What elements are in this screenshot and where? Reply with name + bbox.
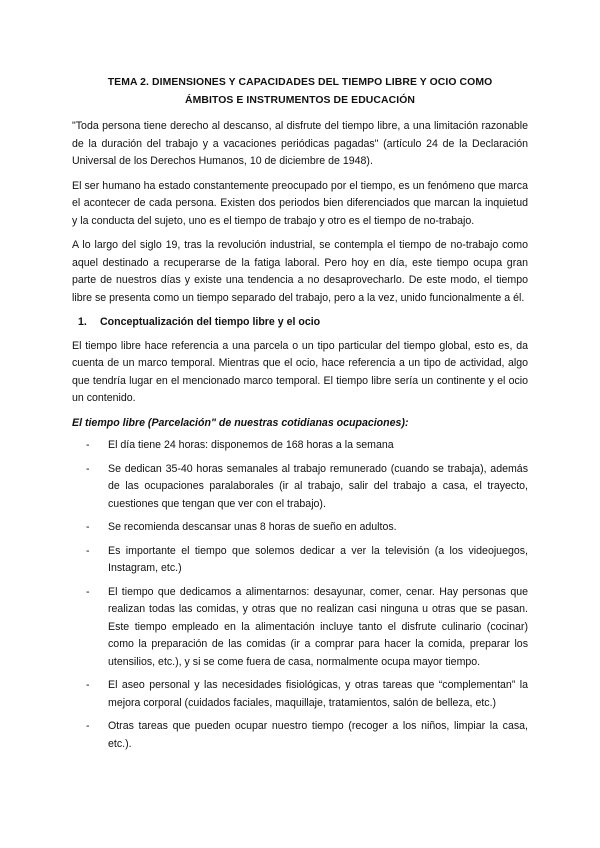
section-paragraph: El tiempo libre hace referencia a una parcela o un tipo particular del tiempo global, esto es, da cuenta de un marco temporal. Mientras que el ocio, hace referencia a un tipo de actividad, algo que tendría lugar en el mencionado marco temporal. El tiempo libre sería un continente y el ocio un contenido. bbox=[72, 339, 528, 404]
bullet-list bbox=[72, 437, 528, 753]
history-paragraph: A lo largo del siglo 19, tras la revolución industrial, se contempla el tiempo de no-trabajo como aquel destinado a recuperarse de la fatiga laboral. Pero hoy en día, este tiempo ocupa gran parte de nuestros días y existe una tendencia a no desaprovecharlo. De este modo, el tiempo libre se presenta como un tiempo separado del trabajo, pero a la vez, unido funcionalmente a él. bbox=[72, 239, 528, 304]
title-line-1: TEMA 2. DIMENSIONES Y CAPACIDADES DEL TIEMPO LIBRE Y OCIO COMO bbox=[107, 77, 493, 88]
bullet-marker: - bbox=[86, 585, 90, 598]
bullet-marker: - bbox=[86, 439, 90, 451]
bullet-marker: - bbox=[86, 679, 90, 691]
title-line-2: ÁMBITOS E INSTRUMENTOS DE EDUCACIÓN bbox=[185, 95, 415, 106]
list-item: - El día tiene 24 horas: disponemos de 168 horas a la semana bbox=[72, 437, 528, 455]
section-heading bbox=[72, 314, 528, 332]
list-item: - El aseo personal y las necesidades fisiológicas, y otras tareas que “complementan” la mejora corporal (cuidados faciales, maquillaje, tratamientos, salón de belleza, etc.) bbox=[72, 677, 528, 712]
document-page bbox=[72, 74, 528, 759]
list-item: - Es importante el tiempo que solemos dedicar a ver la televisión (a los videojuegos, Instagram, etc.) bbox=[72, 543, 528, 578]
section-number: 1. bbox=[78, 316, 87, 328]
subheading: El tiempo libre (Parcelación" de nuestras cotidianas ocupaciones): bbox=[72, 416, 409, 429]
section-title: Conceptualización del tiempo libre y el ocio bbox=[100, 316, 321, 328]
bullet-marker: - bbox=[86, 521, 90, 533]
bullet-marker: - bbox=[86, 720, 90, 732]
list-item: - El tiempo que dedicamos a alimentarnos: desayunar, comer, cenar. Hay personas que realizan todas las comidas, y otras que no realizan casi ninguna u otras que se pasan. Este tiempo empleado en la alimentación incluye tanto el disfrute culinario (cocinar) como la preparación de las comidas (ir a comprar para hacer la comida, preparar los utensilios, etc.), y si se come fuera de casa, normalmente ocupa mayor tiempo. bbox=[72, 584, 528, 672]
document-title bbox=[72, 74, 528, 110]
list-item: - Se dedican 35-40 horas semanales al trabajo remunerado (cuando se trabaja), además de las ocupaciones paralaborales (ir al trabajo, salir del trabajo a casa, el trayecto, cuestiones que tengan que ver con el trabajo). bbox=[72, 461, 528, 514]
list-item: - Otras tareas que pueden ocupar nuestro tiempo (recoger a los niños, limpiar la casa, etc.). bbox=[72, 718, 528, 753]
intro-paragraph: El ser humano ha estado constantemente preocupado por el tiempo, es un fenómeno que marca el acontecer de cada persona. Existen dos periodos bien diferenciados que marcan la inquietud y la conducta del sujeto, uno es el tiempo de trabajo y otro es el tiempo de no-trabajo. bbox=[72, 179, 528, 227]
bullet-marker: - bbox=[86, 462, 90, 475]
list-item: - Se recomienda descansar unas 8 horas de sueño en adultos. bbox=[72, 519, 528, 537]
quote-paragraph: "Toda persona tiene derecho al descanso, al disfrute del tiempo libre, a una limitación razonable de la duración del trabajo y a vacaciones periódicas pagadas" (artículo 24 de la Declaración Universal de los Derechos Humanos, 10 de diciembre de 1948). bbox=[72, 120, 528, 167]
bullet-marker: - bbox=[86, 544, 90, 557]
